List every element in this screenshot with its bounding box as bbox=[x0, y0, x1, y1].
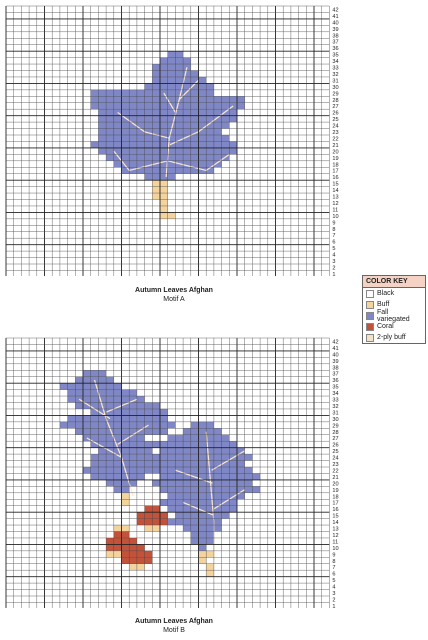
row-number: 20 bbox=[332, 149, 339, 156]
motif-a-caption bbox=[100, 286, 248, 304]
row-number: 1 bbox=[332, 603, 336, 608]
row-number: 4 bbox=[332, 252, 336, 259]
row-number: 42 bbox=[332, 339, 339, 346]
color-key bbox=[362, 275, 426, 344]
row-number: 11 bbox=[332, 539, 339, 546]
maple-stem-cells bbox=[160, 206, 168, 212]
row-number: 22 bbox=[332, 136, 339, 143]
row-number: 9 bbox=[332, 552, 336, 559]
oak-stem-1-cells bbox=[122, 499, 130, 505]
oak-leaf-2-cells bbox=[183, 428, 222, 434]
oak-leaf-1-cells bbox=[75, 377, 114, 383]
oak-stem-2-cells bbox=[206, 564, 214, 570]
row-number: 40 bbox=[332, 20, 339, 27]
row-number: 41 bbox=[332, 345, 339, 352]
row-number: 2 bbox=[332, 265, 336, 272]
oak-leaf-2-cells bbox=[191, 538, 214, 544]
row-number: 39 bbox=[332, 26, 339, 33]
color-key-item: Black bbox=[363, 288, 425, 299]
row-number: 41 bbox=[332, 13, 339, 20]
motif-a-title: Autumn Leaves Afghan bbox=[135, 287, 213, 294]
oak-stem-2-cells bbox=[206, 570, 214, 576]
swatch-coral bbox=[366, 323, 374, 331]
row-number: 19 bbox=[332, 155, 339, 162]
row-number: 22 bbox=[332, 468, 339, 475]
grid-lines bbox=[6, 338, 329, 608]
row-number: 28 bbox=[332, 429, 339, 436]
row-number: 18 bbox=[332, 494, 339, 501]
row-number: 36 bbox=[332, 378, 339, 385]
color-key-item: Coral bbox=[363, 321, 425, 332]
row-number: 12 bbox=[332, 532, 339, 539]
row-number: 38 bbox=[332, 365, 339, 372]
row-number: 17 bbox=[332, 500, 339, 507]
row-number: 1 bbox=[332, 271, 336, 276]
maple-leaf-cells bbox=[98, 135, 229, 141]
row-number: 26 bbox=[332, 110, 339, 117]
motif-b-subtitle: Motif B bbox=[163, 627, 185, 634]
row-number: 36 bbox=[332, 46, 339, 53]
row-number: 29 bbox=[332, 423, 339, 430]
row-number: 21 bbox=[332, 142, 339, 149]
oak-leaf-2-cells bbox=[160, 448, 245, 454]
row-number: 33 bbox=[332, 65, 339, 72]
row-number: 26 bbox=[332, 442, 339, 449]
row-number: 37 bbox=[332, 371, 339, 378]
row-number: 25 bbox=[332, 117, 339, 124]
motif-b-chart bbox=[4, 336, 354, 608]
oak-leaf-1 bbox=[60, 370, 175, 493]
maple-stem-cells bbox=[160, 200, 168, 206]
oak-stem-2-cells bbox=[199, 557, 207, 563]
row-number: 13 bbox=[332, 526, 339, 533]
row-number: 27 bbox=[332, 104, 339, 111]
row-number: 2 bbox=[332, 597, 336, 604]
swatch-black bbox=[366, 290, 374, 298]
row-number-labels bbox=[332, 7, 338, 276]
row-number: 28 bbox=[332, 97, 339, 104]
row-number: 19 bbox=[332, 487, 339, 494]
color-key-item: Fall variegated bbox=[363, 310, 425, 321]
row-number: 31 bbox=[332, 78, 339, 85]
oak-leaf-2-cells bbox=[160, 486, 260, 492]
color-key-item: 2-ply buff bbox=[363, 332, 425, 343]
row-number: 14 bbox=[332, 188, 339, 195]
row-number: 3 bbox=[332, 591, 336, 597]
row-number: 8 bbox=[332, 558, 336, 565]
row-number: 7 bbox=[332, 565, 336, 572]
row-number-labels bbox=[332, 339, 338, 608]
row-number: 15 bbox=[332, 513, 339, 520]
row-number: 24 bbox=[332, 123, 339, 130]
row-number: 10 bbox=[332, 213, 339, 220]
maple-leaf-cells bbox=[91, 141, 237, 147]
row-number: 7 bbox=[332, 233, 336, 240]
row-number: 30 bbox=[332, 416, 339, 423]
color-key-item: Buff bbox=[363, 299, 425, 310]
color-key-title: COLOR KEY bbox=[363, 276, 425, 288]
oak-leaf-2-cells bbox=[152, 441, 237, 447]
row-number: 5 bbox=[332, 578, 336, 585]
row-number: 38 bbox=[332, 33, 339, 40]
oak-leaf-1-cells bbox=[68, 390, 137, 396]
oak-leaf-2-cells bbox=[175, 512, 229, 518]
motif-b-caption bbox=[100, 617, 248, 635]
row-number: 12 bbox=[332, 200, 339, 207]
row-number: 25 bbox=[332, 449, 339, 456]
oak-leaf-1-cells bbox=[91, 454, 160, 460]
row-number: 15 bbox=[332, 181, 339, 188]
row-number: 6 bbox=[332, 239, 336, 246]
oak-leaf-2-cells bbox=[191, 532, 214, 538]
row-number: 23 bbox=[332, 130, 339, 136]
oak-leaf-2-cells bbox=[183, 525, 222, 531]
row-number: 9 bbox=[332, 220, 336, 227]
row-number: 30 bbox=[332, 84, 339, 91]
row-number: 6 bbox=[332, 571, 336, 578]
row-number: 18 bbox=[332, 162, 339, 169]
maple-leaf-cells bbox=[152, 64, 191, 70]
swatch-buff bbox=[366, 301, 374, 309]
row-number: 40 bbox=[332, 352, 339, 359]
grid-lines bbox=[6, 6, 329, 276]
row-number: 10 bbox=[332, 545, 339, 552]
motif-a-grid bbox=[4, 4, 354, 276]
row-number: 32 bbox=[332, 403, 339, 410]
oak-stem-1-cells bbox=[122, 493, 130, 499]
row-number: 4 bbox=[332, 584, 336, 591]
row-number: 16 bbox=[332, 175, 339, 182]
row-number: 33 bbox=[332, 397, 339, 404]
maple-leaf-cells bbox=[145, 83, 214, 89]
row-number: 5 bbox=[332, 246, 336, 253]
row-number: 14 bbox=[332, 520, 339, 527]
swatch-fall-variegated bbox=[366, 312, 374, 320]
oak-leaf-2-cells bbox=[191, 422, 214, 428]
row-number: 31 bbox=[332, 410, 339, 417]
row-number: 3 bbox=[332, 259, 336, 265]
row-number: 34 bbox=[332, 391, 339, 398]
motif-b-grid bbox=[4, 336, 354, 608]
oak-leaf-2-cells bbox=[199, 544, 207, 550]
row-number: 39 bbox=[332, 358, 339, 365]
motif-b-title: Autumn Leaves Afghan bbox=[135, 618, 213, 625]
row-number: 35 bbox=[332, 52, 339, 59]
row-number: 24 bbox=[332, 455, 339, 462]
oak-leaf-1-cells bbox=[60, 422, 175, 428]
swatch-2-ply-buff bbox=[366, 334, 374, 342]
row-number: 42 bbox=[332, 7, 339, 14]
row-number: 17 bbox=[332, 168, 339, 175]
oak-leaf-1-cells bbox=[91, 473, 145, 479]
row-number: 29 bbox=[332, 91, 339, 98]
row-number: 13 bbox=[332, 194, 339, 201]
row-number: 37 bbox=[332, 39, 339, 46]
row-number: 27 bbox=[332, 436, 339, 443]
row-number: 23 bbox=[332, 462, 339, 468]
row-number: 34 bbox=[332, 59, 339, 66]
motif-a-chart bbox=[4, 4, 354, 276]
row-number: 8 bbox=[332, 226, 336, 233]
row-number: 16 bbox=[332, 507, 339, 514]
row-number: 35 bbox=[332, 384, 339, 391]
oak-leaf-1-cells bbox=[83, 370, 106, 376]
row-number: 21 bbox=[332, 474, 339, 481]
row-number: 20 bbox=[332, 481, 339, 488]
row-number: 11 bbox=[332, 207, 339, 214]
row-number: 32 bbox=[332, 71, 339, 78]
motif-a-subtitle: Motif A bbox=[163, 296, 185, 303]
